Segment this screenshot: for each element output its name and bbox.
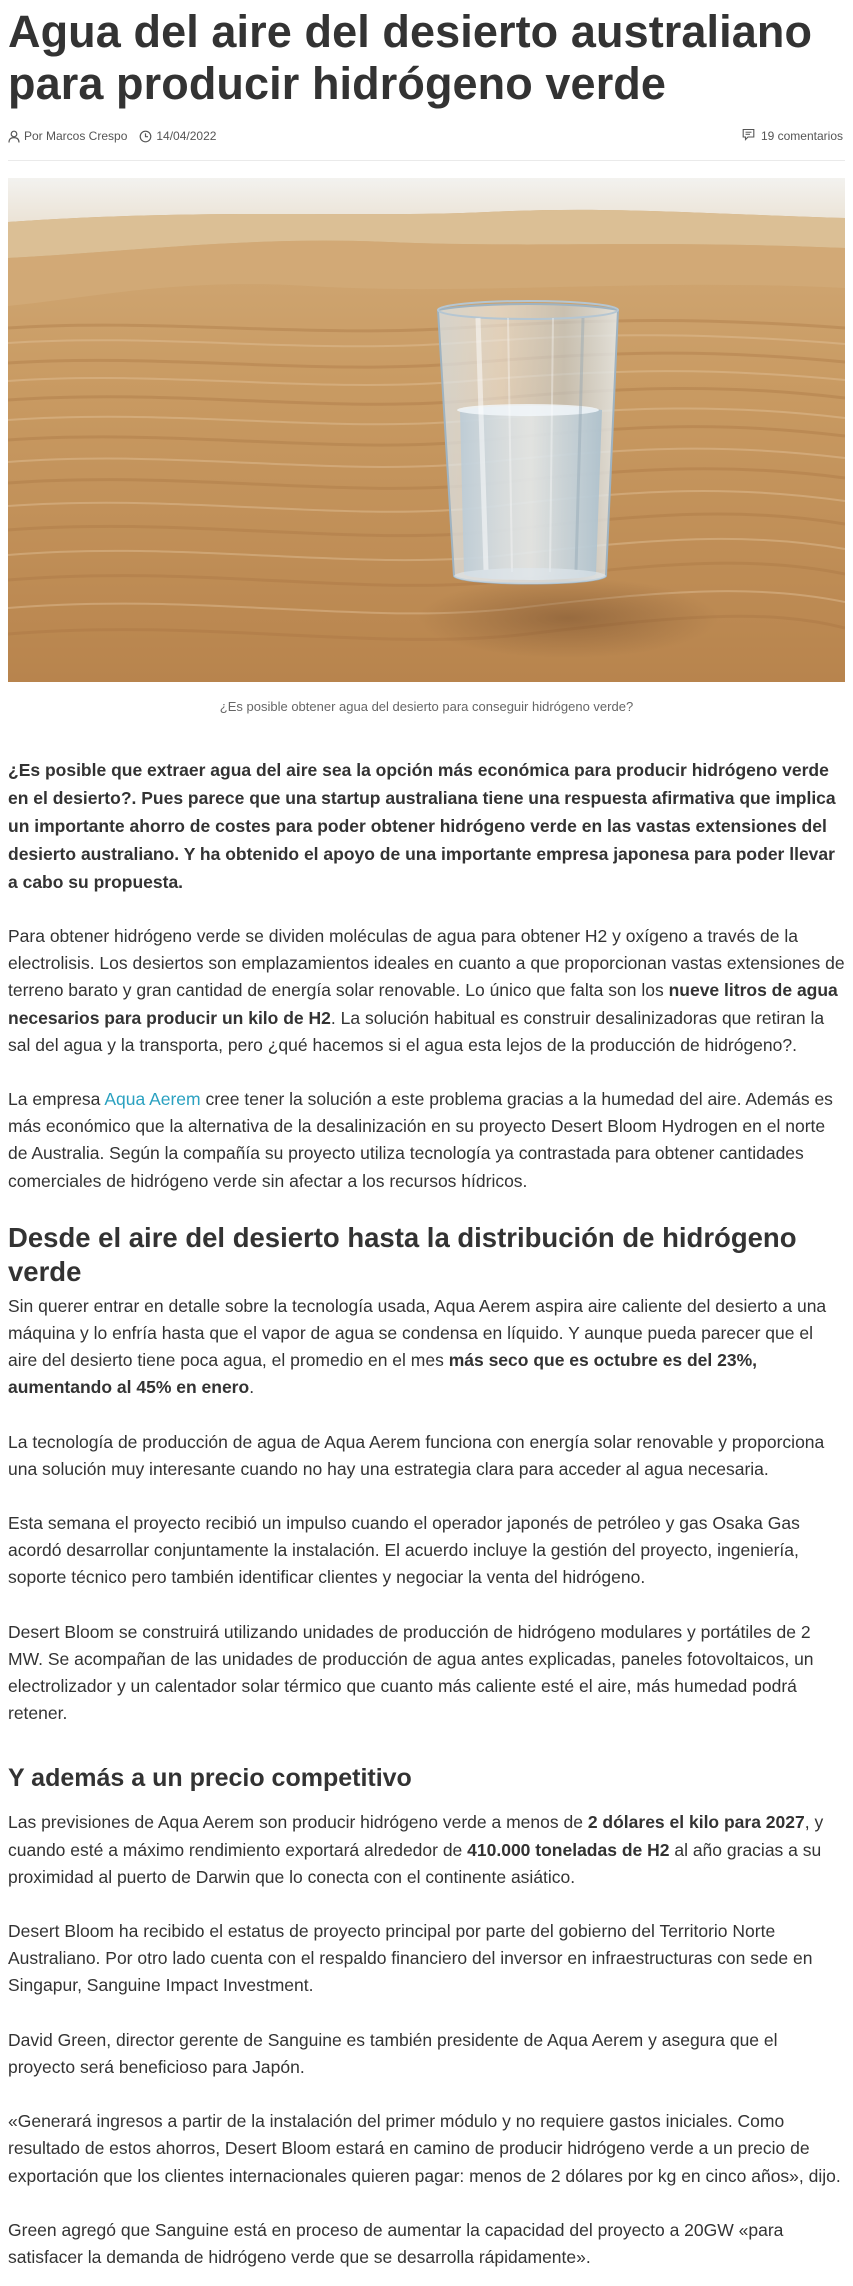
date-meta (139, 129, 216, 143)
hero-image (8, 178, 845, 682)
paragraph-4: La tecnología de producción de agua de Aqua Aerem funciona con energía solar renovable y proporciona una solución muy interesante cuando no hay una estrategia clara para acceder al agua necesaria. (8, 1431, 825, 1479)
paragraph-7-text-b: , y cuando esté a máximo rendimiento exportará alrededor de (8, 1812, 824, 1860)
paragraph-3-bold: más seco que es octubre es del 23%, aumentando al 45% en enero (8, 1350, 758, 1398)
paragraph-11: Green agregó que Sanguine está en proceso de aumentar la capacidad del proyecto a 20GW «para satisfacer la demanda de hidrógeno verde que se desarrolla rápidamente». (8, 2219, 784, 2267)
glass-of-water (438, 301, 618, 584)
user-icon (8, 130, 20, 143)
paragraph-1-text-a: Para obtener hidrógeno verde se dividen moléculas de agua para obtener H2 y oxígeno a través de la electrolisis. Los desiertos son emplazamientos ideales en cuanto a que proporcionan vastas extensiones de terreno barato y gran cantidad de energía solar renovable. Lo único que falta son los (8, 926, 845, 1001)
paragraph-2-text-b: cree tener la solución a este problema gracias a la humedad del aire. Además es más económico que la alternativa de la desalinización en su proyecto Desert Bloom Hydrogen en el norte de Australia. Según la compañía su proyecto utiliza tecnología ya contrastada para obtener cantidades comerciales de hidrógeno verde sin afectar a los recursos hídricos. (8, 1089, 833, 1191)
paragraph-3-text-b: . (249, 1377, 255, 1398)
clock-icon (139, 130, 152, 143)
paragraph-7-bold-1: 2 dólares el kilo para 2027 (587, 1812, 805, 1833)
author-meta[interactable] (8, 129, 127, 143)
comments-link[interactable] (742, 128, 843, 144)
article-meta (8, 124, 845, 148)
paragraph-3-text-a: Sin querer entrar en detalle sobre la tecnología usada, Aqua Aerem aspira aire caliente del desierto a una máquina y lo enfría hasta que el vapor de agua se condensa en líquido. Y aunque pueda parecer que el aire del desierto tiene poca agua, el promedio en el mes (8, 1295, 827, 1371)
paragraph-3 (8, 1293, 845, 1402)
paragraph-7 (8, 1809, 845, 1891)
article-title: Agua del aire del desierto australiano para producir hidrógeno verde (8, 6, 813, 109)
publish-date: 14/04/2022 (156, 129, 217, 143)
meta-divider (8, 160, 845, 161)
paragraph-1-bold: nueve litros de agua necesarios para producir un kilo de H2 (8, 980, 838, 1028)
comments-count[interactable]: 19 comentarios (760, 129, 843, 143)
comment-icon (742, 128, 755, 144)
paragraph-7-bold-2: 410.000 toneladas de H2 (467, 1839, 670, 1860)
paragraph-7-text-c: al año gracias a su proximidad al puerto de Darwin que lo conecta con el continente asiático. (8, 1839, 822, 1887)
image-caption: ¿Es posible obtener agua del desierto para conseguir hidrógeno verde? (219, 699, 634, 714)
paragraph-9: David Green, director gerente de Sanguine es también presidente de Aqua Aerem y asegura que el proyecto será beneficioso para Japón. (8, 2029, 778, 2077)
paragraph-7-text-a: Las previsiones de Aqua Aerem son producir hidrógeno verde a menos de (8, 1812, 588, 1833)
paragraph-10: «Generará ingresos a partir de la instalación del primer módulo y no requiere gastos iniciales. Como resultado de estos ahorros, Desert Bloom estará en camino de producir hidrógeno verde a un precio de exportación que los clientes internacionales quieren pagar: menos de 2 dólares por kg en cinco años», dijo. (8, 2111, 841, 2186)
lead-paragraph: ¿Es posible que extraer agua del aire sea la opción más económica para producir hidrógeno verde en el desierto?. Pues parece que una startup australiana tiene una respuesta afirmativa que implica un importante ahorro de costes para poder obtener hidrógeno verde en las vastas extensiones del desierto australiano. Y ha obtenido el apoyo de una importante empresa japonesa para poder llevar a cabo su propuesta. (8, 760, 836, 892)
paragraph-2-text-a: La empresa (8, 1089, 105, 1110)
aqua-aerem-link[interactable]: Aqua Aerem (104, 1089, 201, 1110)
paragraph-2 (8, 1086, 845, 1195)
paragraph-5: Esta semana el proyecto recibió un impulso cuando el operador japonés de petróleo y gas Osaka Gas acordó desarrollar conjuntamente la instalación. El acuerdo incluye la gestión del proyecto, ingeniería, soporte técnico pero también identificar clientes y negociar la venta del hidrógeno. (8, 1513, 800, 1588)
paragraph-1-text-b: . La solución habitual es construir desalinizadoras que retiran la sal del agua y la transporta, pero ¿qué hacemos si el agua esta lejos de la producción de hidrógeno?. (8, 1007, 825, 1055)
section-heading-desert-air: Desde el aire del desierto hasta la distribución de hidrógeno verde (8, 1221, 797, 1287)
author-name[interactable]: Por Marcos Crespo (24, 129, 128, 143)
meta-left (8, 129, 216, 143)
paragraph-8: Desert Bloom ha recibido el estatus de proyecto principal por parte del gobierno del Territorio Norte Australiano. Por otro lado cuenta con el respaldo financiero del inversor en infraestructuras con sede en Singapur, Sanguine Impact Investment. (8, 1921, 813, 1996)
desert-glass-illustration (8, 178, 845, 682)
paragraph-6: Desert Bloom se construirá utilizando unidades de producción de hidrógeno modulares y portátiles de 2 MW. Se acompañan de las unidades de producción de agua antes explicadas, paneles fotovoltaicos, un electrolizador y un calentador solar térmico que cuanto más caliente esté el aire, más humedad podrá retener. (8, 1621, 814, 1724)
section-heading-price: Y además a un precio competitivo (8, 1764, 412, 1793)
paragraph-1 (8, 923, 845, 1059)
